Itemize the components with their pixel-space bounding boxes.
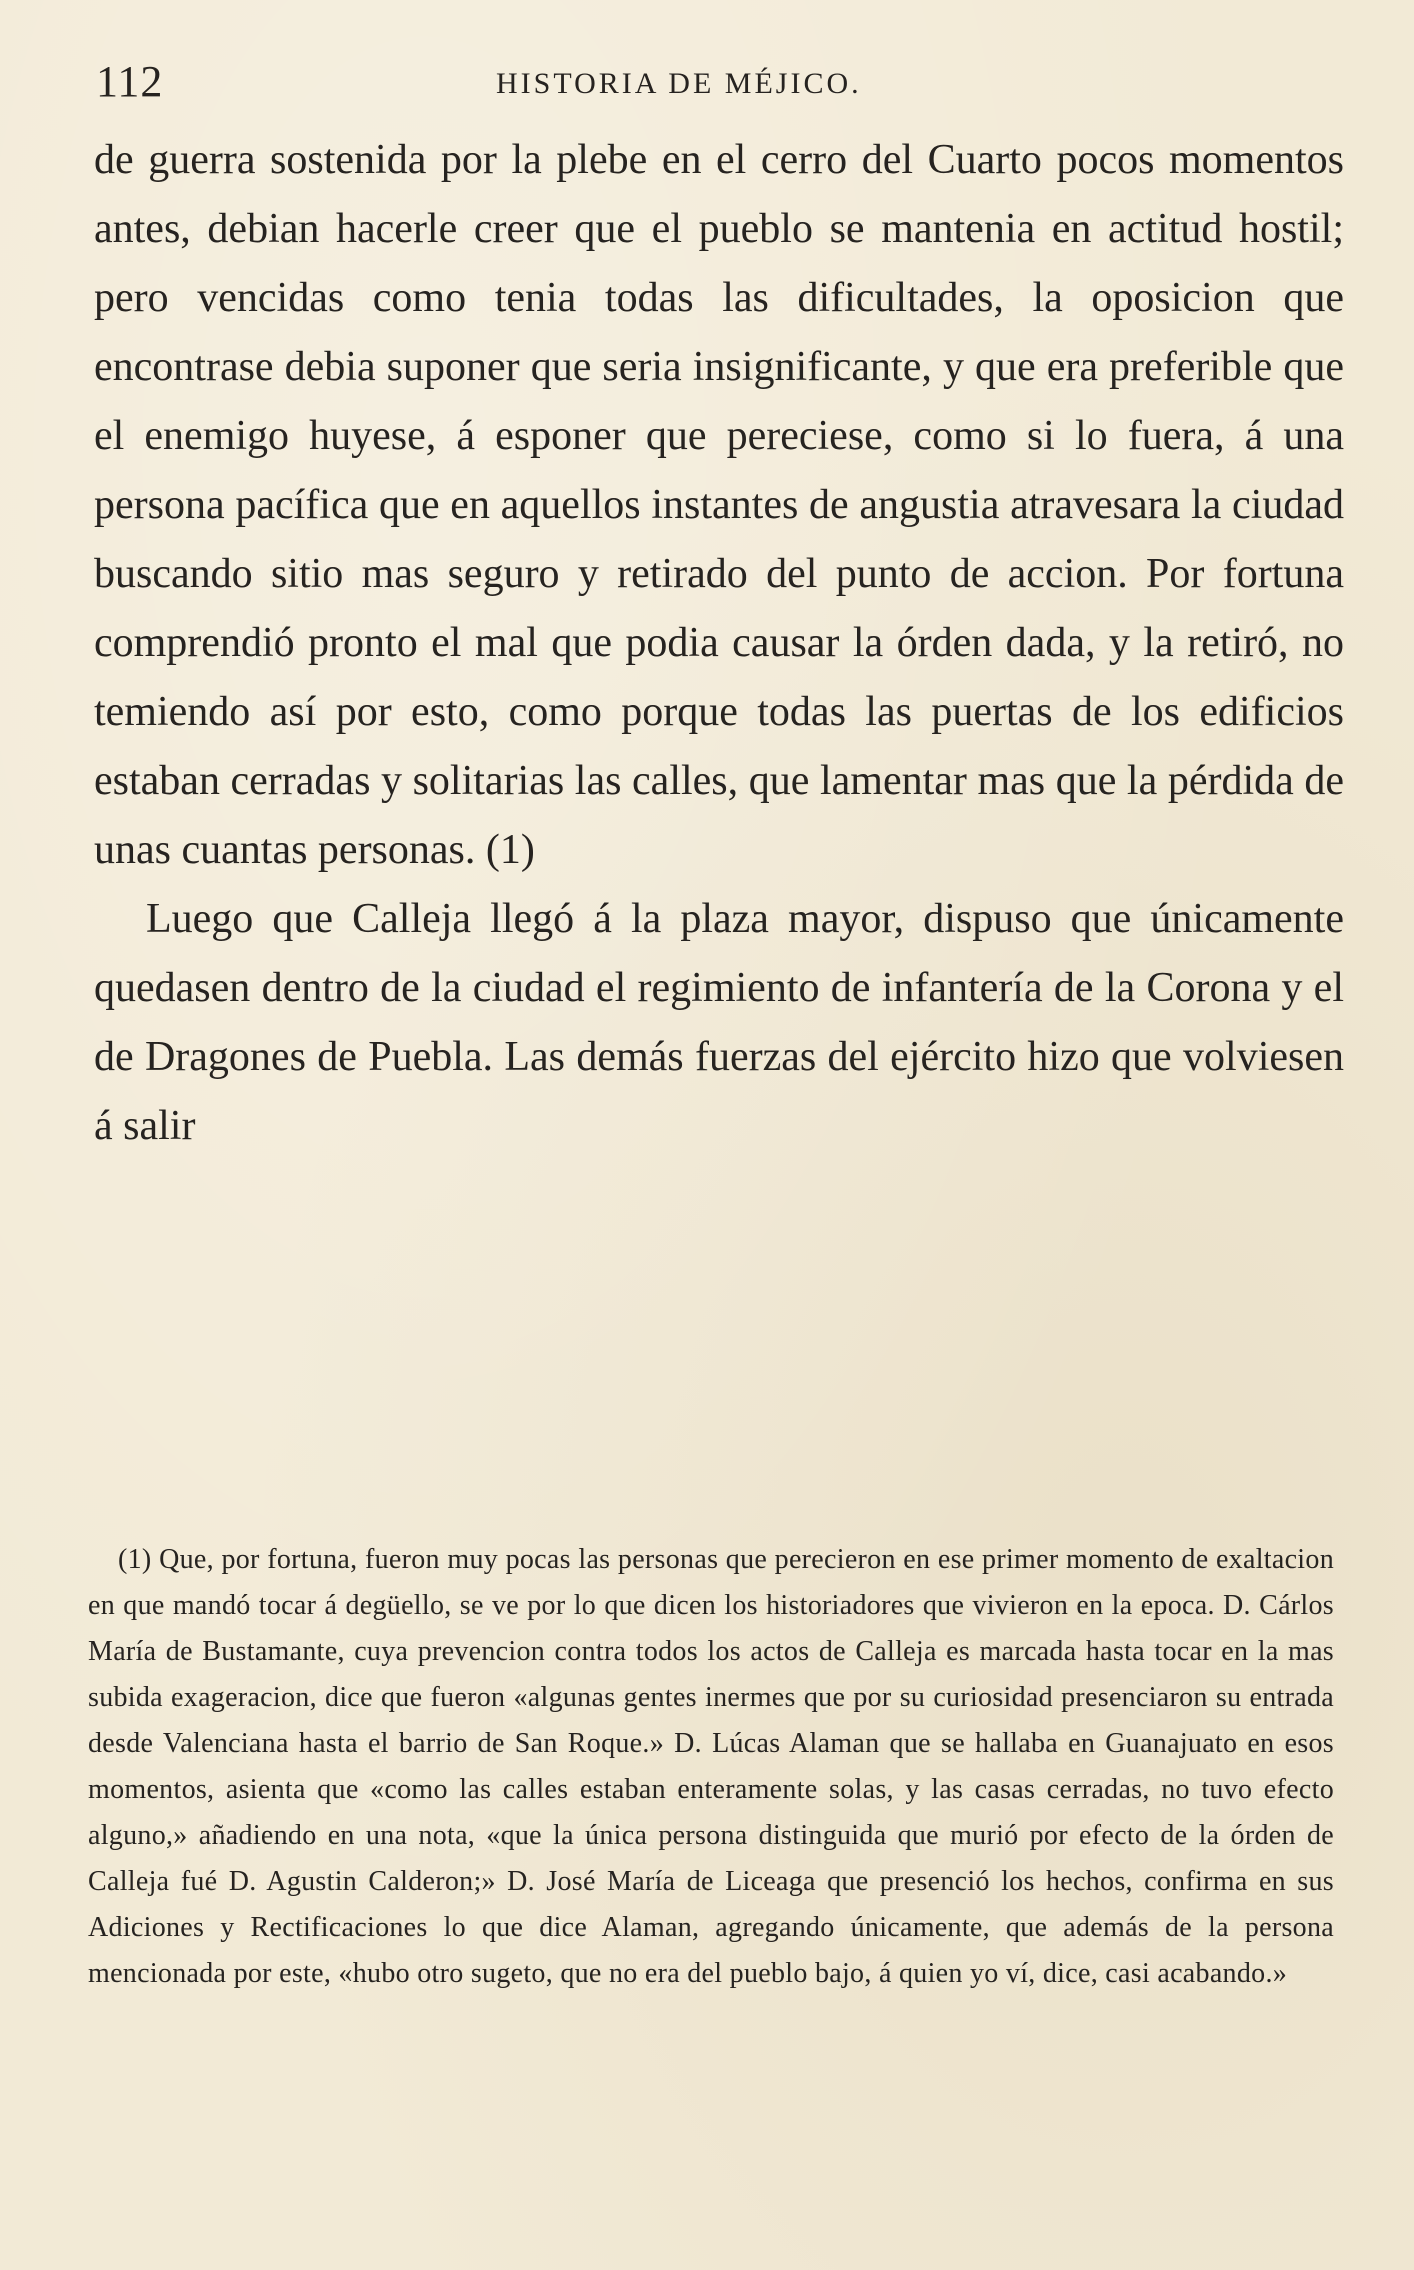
footnote bbox=[88, 1537, 1334, 1997]
running-title: HISTORIA DE MÉJICO. bbox=[496, 67, 862, 100]
page-number: 112 bbox=[96, 57, 164, 106]
paragraph-2: Luego que Calleja llegó á la plaza mayor, dispuso que únicamente quedasen dentro de la ciudad el regimiento de infantería de la Corona y el de Dragones de Puebla. Las demás fuerzas del ejército hizo que volviesen á salir bbox=[94, 896, 1344, 1149]
page-header bbox=[96, 52, 1344, 112]
paragraph-1: de guerra sostenida por la plebe en el cerro del Cuarto pocos momentos antes, debian hacerle creer que el pueblo se mantenia en actitud hostil; pero vencidas como tenia todas las dificultades, la oposicion que encontrase debia suponer que seria insignificante, y que era preferible que el enemigo huyese, á esponer que pereciese, como si lo fuera, á una persona pacífica que en aquellos instantes de angustia atravesara la ciudad buscando sitio mas seguro y retirado del punto de accion. Por fortuna comprendió pronto el mal que podia causar la órden dada, y la retiró, no temiendo así por esto, como porque todas las puertas de los edificios estaban cerradas y solitarias las calles, que lamentar mas que la pérdida de unas cuantas personas. (1) bbox=[94, 137, 1344, 873]
main-text bbox=[94, 126, 1344, 1161]
footnote-text: (1) Que, por fortuna, fueron muy pocas las personas que perecieron en ese primer momento de exaltacion en que mandó tocar á degüello, se ve por lo que dicen los historiadores que vivieron en la epoca. D. Cárlos María de Bustamante, cuya prevencion contra todos los actos de Calleja es marcada hasta tocar en la mas subida exageracion, dice que fueron «algunas gentes inermes que por su curiosidad presenciaron su entrada desde Valenciana hasta el barrio de San Roque.» D. Lúcas Alaman que se hallaba en Guanajuato en esos momentos, asienta que «como las calles estaban enteramente solas, y las casas cerradas, no tuvo efecto alguno,» añadiendo en una nota, «que la única persona distinguida que murió por efecto de la órden de Calleja fué D. Agustin Calderon;» D. José María de Liceaga que presenció los hechos, confirma en sus Adiciones y Rectificaciones lo que dice Alaman, agregando únicamente, que además de la persona mencionada por este, «hubo otro sugeto, que no era del pueblo bajo, á quien yo ví, dice, casi acabando.» bbox=[88, 1544, 1334, 1989]
